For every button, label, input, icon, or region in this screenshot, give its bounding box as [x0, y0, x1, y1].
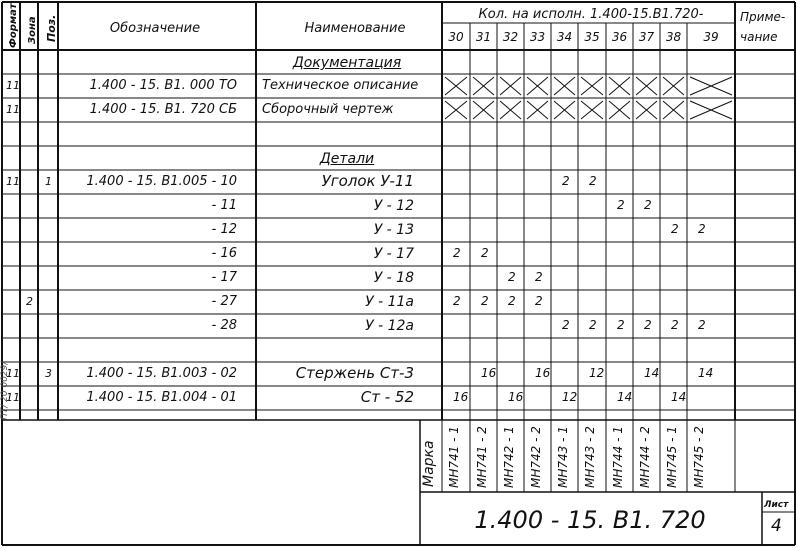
marka-value: МН744 - 2 — [638, 426, 652, 488]
quantity-cell: 2 — [589, 174, 597, 188]
marka-value: МН743 - 2 — [583, 426, 597, 488]
quantity-cell: 2 — [508, 270, 516, 284]
quantity-cell: 2 — [671, 222, 679, 236]
marka-value: МН744 - 1 — [611, 426, 625, 488]
variant-header-cell: 35 — [584, 30, 600, 44]
quantity-cell: 2 — [644, 318, 652, 332]
cell-designation: - 16 — [211, 246, 237, 261]
cell-name: У - 11а — [365, 294, 414, 310]
quantity-cell: 2 — [453, 246, 461, 260]
cell-designation: 1.400 - 15. B1.004 - 01 — [86, 390, 237, 405]
quantity-cell: 2 — [698, 318, 706, 332]
quantity-cell: 2 — [644, 198, 652, 212]
quantity-cell: 16 — [535, 366, 551, 380]
cell-name: У - 12а — [365, 318, 414, 334]
quantity-cell: 2 — [698, 222, 706, 236]
cell-name: У - 17 — [373, 246, 414, 262]
quantity-cell: 2 — [453, 294, 461, 308]
cell-designation: - 12 — [211, 222, 237, 237]
quantity-cell: 2 — [589, 318, 597, 332]
cell-name: Техническое описание — [262, 78, 419, 93]
marka-value: МН745 - 1 — [665, 426, 679, 488]
quantity-cell: 16 — [508, 390, 524, 404]
document-code: 1.400 - 15. B1. 720 — [474, 506, 706, 534]
cell-position: 3 — [45, 367, 52, 380]
variant-header-cell: 39 — [703, 30, 719, 44]
marka-value: МН745 - 2 — [692, 426, 706, 488]
quantity-cell: 2 — [535, 270, 543, 284]
quantity-cell: 2 — [535, 294, 543, 308]
cell-designation: - 17 — [211, 270, 237, 285]
cell-section-title: Документация — [292, 55, 402, 71]
cell-designation: 1.400 - 15. B1. 720 СБ — [89, 102, 237, 117]
variant-header-cell: 33 — [529, 30, 546, 44]
cell-format: 11 — [6, 103, 20, 116]
margin-note: ПТ/ 20 0029/ — [0, 361, 10, 420]
cell-section-title: Детали — [319, 151, 375, 167]
cell-designation: 1.400 - 15. B1.003 - 02 — [86, 366, 237, 381]
variant-header-cell: 30 — [448, 30, 464, 44]
quantity-cell: 14 — [617, 390, 633, 404]
quantity-cell: 14 — [644, 366, 660, 380]
variant-header-cell: 34 — [556, 30, 573, 44]
quantity-cell: 12 — [562, 390, 578, 404]
quantity-cell: 16 — [453, 390, 469, 404]
cell-name: Уголок У-11 — [321, 172, 414, 190]
quantity-cell: 14 — [698, 366, 714, 380]
header-pos: Поз. — [45, 14, 58, 42]
variant-header-cell: 32 — [502, 30, 519, 44]
cell-designation: 1.400 - 15. B1. 000 TO — [89, 78, 237, 93]
header-designation: Обозначение — [109, 21, 201, 36]
cell-format: 11 — [6, 391, 20, 404]
quantity-cell: 12 — [589, 366, 605, 380]
quantity-cell: 2 — [671, 318, 679, 332]
marka-value: МН741 - 1 — [447, 426, 461, 488]
quantity-cell: 2 — [617, 198, 625, 212]
variant-header-cell: 36 — [611, 30, 628, 44]
quantity-cell: 2 — [481, 246, 489, 260]
marka-value: МН741 - 2 — [475, 426, 489, 488]
cell-name: Ст - 52 — [360, 388, 414, 406]
cell-zone: 2 — [26, 295, 33, 308]
sheet-number: 4 — [771, 516, 782, 536]
cell-format: 11 — [6, 175, 20, 188]
marka-value: МН742 - 2 — [529, 426, 543, 488]
cell-name: У - 12 — [373, 198, 414, 214]
variant-header-cell: 37 — [638, 30, 655, 44]
quantity-cell: 14 — [671, 390, 687, 404]
cell-name: Сборочный чертеж — [262, 102, 394, 117]
cell-format: 11 — [6, 79, 20, 92]
quantity-cell: 2 — [562, 318, 570, 332]
cell-format: 11 — [6, 367, 20, 380]
header-zone: Зона — [27, 16, 38, 44]
header-name: Наименование — [304, 21, 406, 36]
header-note-line2: чание — [740, 30, 778, 44]
cell-designation: - 28 — [211, 318, 237, 333]
header-format: Формат — [8, 3, 19, 48]
sheet-label: Лист — [764, 500, 789, 510]
quantity-cell: 16 — [481, 366, 497, 380]
cell-name: У - 18 — [373, 270, 414, 286]
cell-designation: - 27 — [211, 294, 237, 309]
quantity-cell: 2 — [562, 174, 570, 188]
cell-name: Стержень Ст-3 — [295, 364, 414, 382]
quantity-cell: 2 — [617, 318, 625, 332]
cell-name: У - 13 — [373, 222, 414, 238]
variant-header-cell: 38 — [665, 30, 682, 44]
cell-designation: 1.400 - 15. B1.005 - 10 — [86, 174, 237, 189]
quantity-cell: 2 — [508, 294, 516, 308]
marka-value: МН743 - 1 — [556, 426, 570, 488]
header-note-line1: Приме- — [740, 10, 786, 24]
quantity-cell: 2 — [481, 294, 489, 308]
cell-position: 1 — [45, 175, 52, 188]
header-quantity: Кол. на исполн. 1.400-15.B1.720- — [478, 7, 704, 22]
marka-label: Марка — [421, 440, 437, 487]
cell-designation: - 11 — [211, 198, 237, 213]
marka-value: МН742 - 1 — [502, 426, 516, 488]
variant-header-cell: 31 — [475, 30, 492, 44]
